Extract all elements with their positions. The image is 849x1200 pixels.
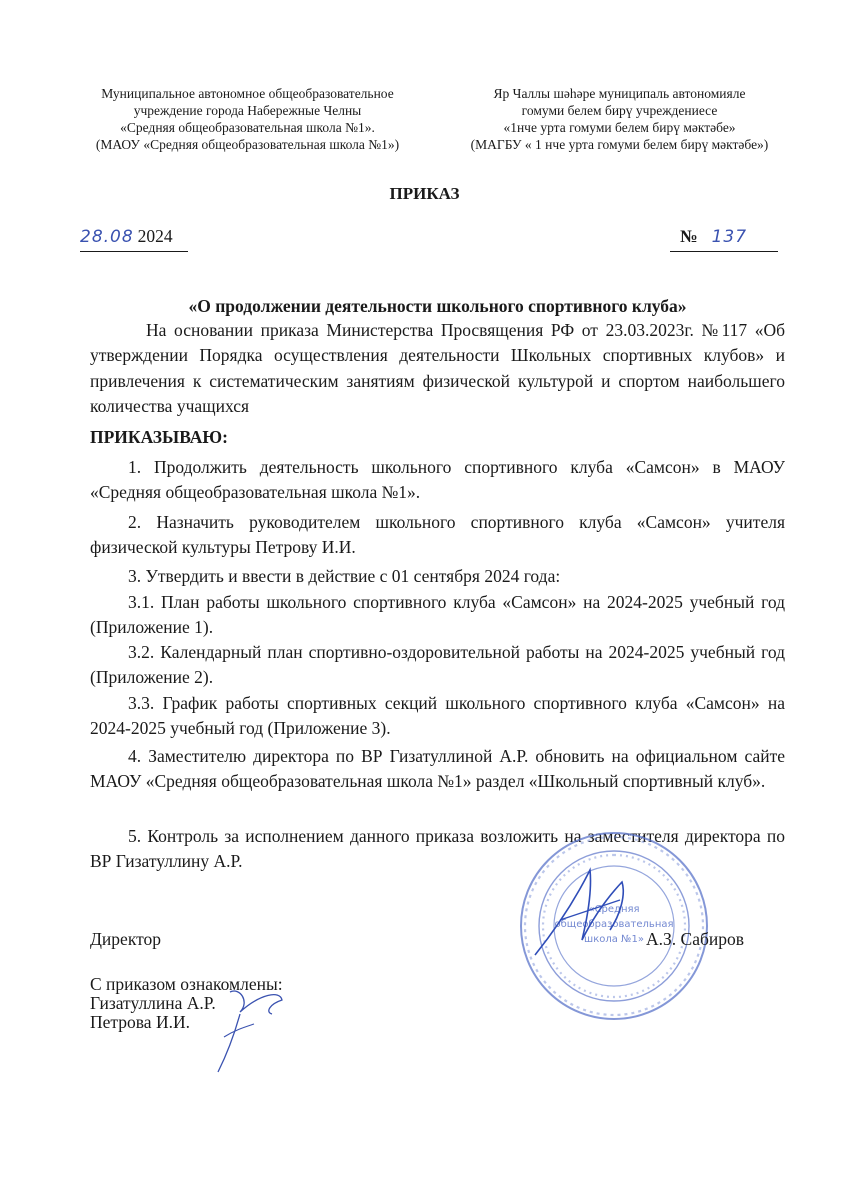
order-item: 4. Заместителю директора по ВР Гизатуллиной А.Р. обновить на официальном сайте МАОУ «Средняя общеобразовательная школа №1» раздел «Школьный спортивный клуб». [90, 746, 785, 792]
stamp-line: школа №1» [584, 934, 644, 945]
acquainted-name: Гизатуллина А.Р. [90, 993, 216, 1013]
order-item: 2. Назначить руководителем школьного спортивного клуба «Самсон» учителя физической культуры Петрову И.И. [90, 512, 785, 558]
order-word: ПРИКАЗЫВАЮ: [90, 427, 228, 447]
number-handwritten: 137 [711, 227, 748, 247]
order-item: 3.3. График работы спортивных секций школьного спортивного клуба «Самсон» на 2024-2025 учебный год (Приложение 3). [90, 693, 785, 739]
date-handwritten: 28.08 [80, 227, 134, 247]
order-item: 3. Утвердить и ввести в действие с 01 сентября 2024 года: [128, 566, 561, 586]
doc-subject: «О продолжении деятельности школьного спортивного клуба» [188, 296, 687, 316]
director-name: А.З. Сабиров [646, 929, 745, 949]
header-right-line: гомуми белем бирү учреждениесе [521, 103, 718, 118]
stamp-line: общеобразовательная [554, 919, 674, 930]
header-right-line: «1нче урта гомуми белем бирү мәктәбе» [503, 120, 736, 135]
basis-paragraph: На основании приказа Министерства Просвящения РФ от 23.03.2023г. №117 «Об утверждении Порядка осуществления деятельности Школьных спортивных клубов» и привлечения к систематическим занятиям физической культурой и спортом наибольшего количества учащихся [90, 320, 785, 417]
header-right-line: (МАГБУ « 1 нче урта гомуми белем бирү мәктәбе») [470, 137, 769, 152]
header-left-line: учреждение города Набережные Челны [133, 103, 362, 118]
date-year: 2024 [137, 226, 173, 246]
number-line [670, 224, 778, 252]
header-right [432, 85, 807, 153]
doc-title: ПРИКАЗ [389, 184, 460, 203]
staff-signature [210, 982, 300, 1077]
stamp-line: «Средняя [588, 904, 640, 915]
header-left-line: (МАОУ «Средняя общеобразовательная школа №1») [95, 137, 400, 152]
order-item: 3.2. Календарный план спортивно-оздоровительной работы на 2024-2025 учебный год (Приложение 2). [90, 642, 785, 688]
acquainted-label: С приказом ознакомлены: [90, 974, 283, 994]
number-label: № [680, 226, 698, 246]
header-left-line: «Средняя общеобразовательная школа №1». [120, 120, 375, 135]
order-item: 5. Контроль за исполнением данного приказа возложить на заместителя директора по ВР Гизатуллину А.Р. [90, 826, 785, 872]
director-label: Директор [90, 929, 162, 949]
header-left-line: Муниципальное автономное общеобразовательное [101, 86, 394, 101]
director-signature [530, 860, 640, 970]
header-right-line: Яр Чаллы шәһәре муниципаль автономияле [493, 86, 746, 101]
acquainted-name: Петрова И.И. [90, 1012, 190, 1032]
order-item: 1. Продолжить деятельность школьного спортивного клуба «Самсон» в МАОУ «Средняя общеобразовательная школа №1». [90, 457, 785, 503]
header-left [70, 85, 425, 153]
date-line [80, 224, 188, 252]
order-item: 3.1. План работы школьного спортивного клуба «Самсон» на 2024-2025 учебный год (Приложение 1). [90, 592, 785, 638]
